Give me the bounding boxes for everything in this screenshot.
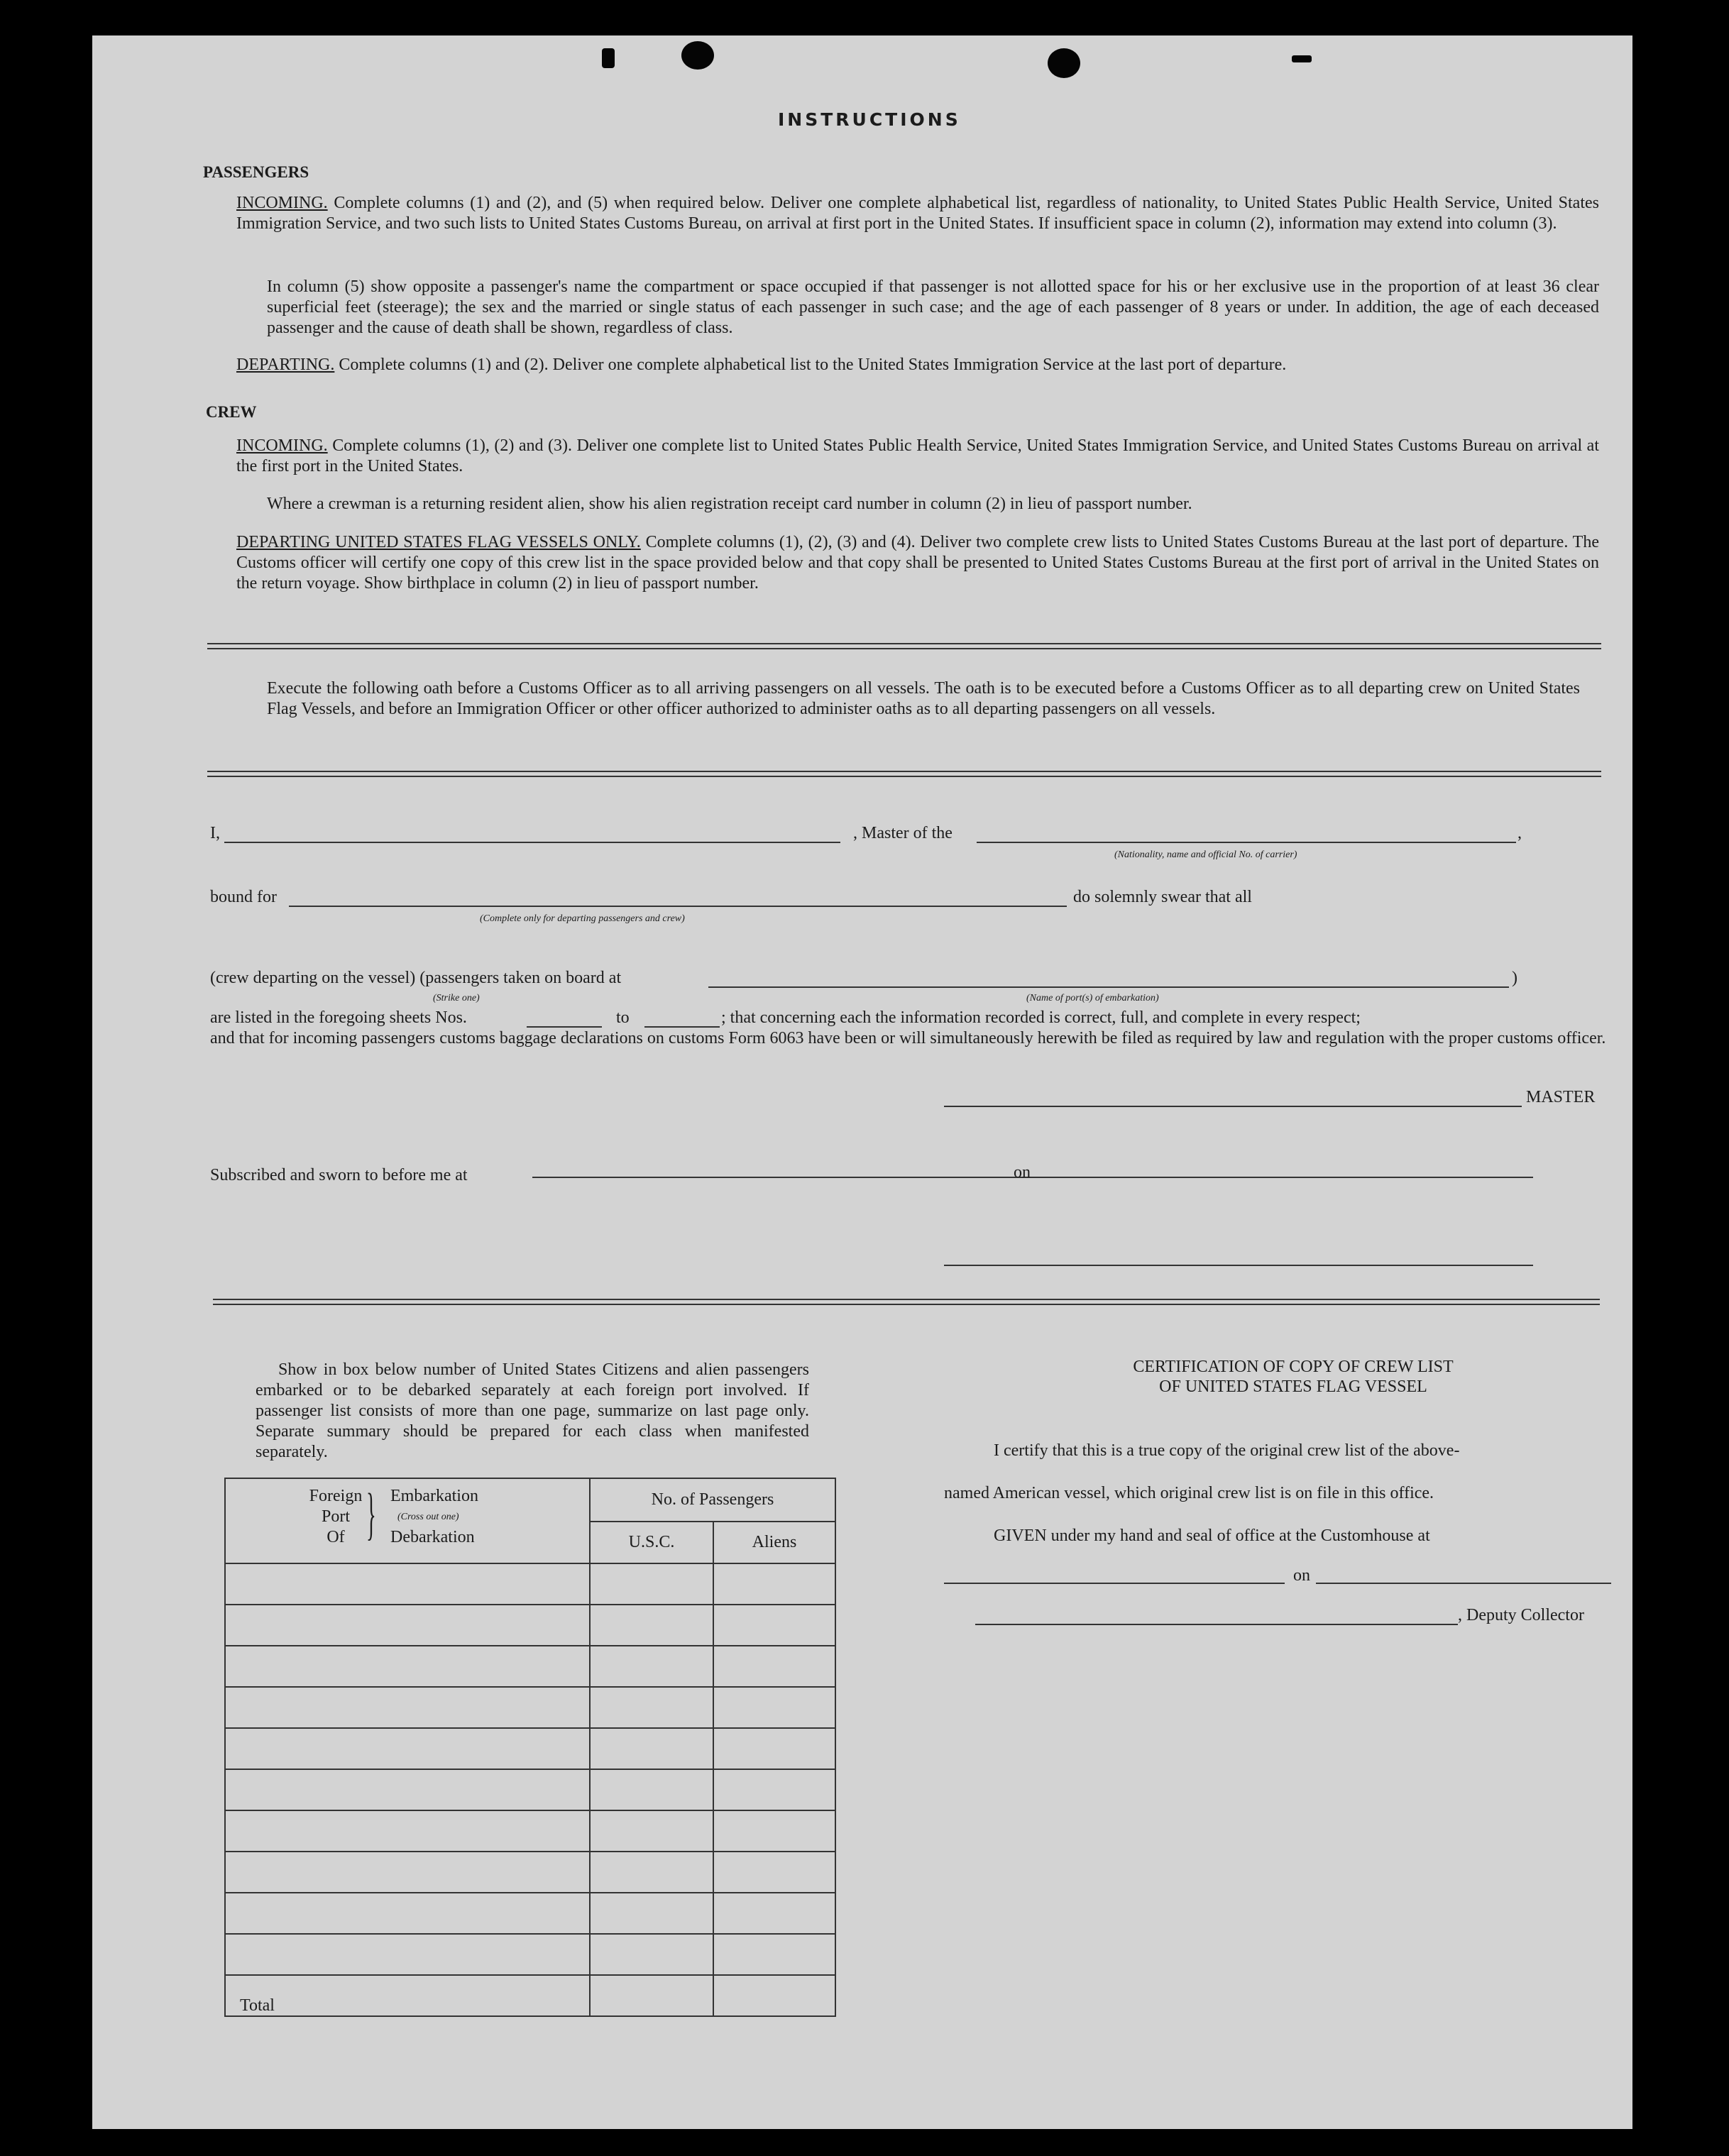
listed-line xyxy=(210,1008,467,1028)
table-row xyxy=(225,1810,835,1852)
passengers-heading: PASSENGERS xyxy=(203,163,309,181)
passengers-incoming-paragraph xyxy=(236,193,1599,234)
listed-rest-text: and that for incoming passengers customs baggage declarations on customs Form 6063 have been or will simultaneously herewith be filed as required by law and regulation with the proper customs officer. xyxy=(210,1029,1606,1047)
punch-hole xyxy=(681,41,714,70)
table-row xyxy=(225,1563,835,1605)
certify-line-1: I certify that this is a true copy of the original crew list of the above- xyxy=(994,1441,1460,1460)
carrier-note: (Nationality, name and official No. of carrier) xyxy=(1114,849,1297,860)
crew-departing-text: Complete columns (1), (2), (3) and (4). Deliver two complete crew lists to United States Customs Bureau at the last port of departure. The Customs officer will certify one copy of this crew list in the space provided below and that copy shall be presented to United States Customs Bureau at the first port of arrival in the United States on the return voyage. Show birthplace in column (2) in lieu of passport number. xyxy=(236,533,1599,593)
section-divider xyxy=(207,643,1601,649)
passengers-departing-paragraph xyxy=(236,355,1599,375)
oath-i: I, xyxy=(210,824,220,842)
crew-incoming-paragraph xyxy=(236,436,1599,477)
crewman-paragraph: Where a crewman is a returning resident alien, show his alien registration receipt card number in column (2) in lieu of passport number. xyxy=(267,495,1192,513)
section-divider xyxy=(207,771,1601,777)
deputy-collector-label: , Deputy Collector xyxy=(1458,1606,1584,1624)
crew-departing-label: (crew departing on the vessel) (passengers taken on board at xyxy=(210,969,622,987)
certification-date-field[interactable] xyxy=(1316,1583,1611,1584)
crew-heading: CREW xyxy=(206,403,257,421)
table-row xyxy=(225,1728,835,1769)
document-page: INSTRUCTIONS PASSENGERS INCOMING. Complete columns (1) and (2), and (5) when required below. Deliver one complete alphabetical list, regardless of nationality, to United States Public Health Service, United States Immigration Service, and two such lists to United States Customs Bureau, on arrival at first port in the United States. If insufficient space in column (2), information may extend into column (3). In column (5) show opposite a passenger's name the compartment or space occupied if that passenger is not allotted space for his or her exclusive use in the proportion of at least 36 clear superficial feet (steerage); the sex and the married or single status of each passenger in such case; and the age of each passenger of 8 years or under. In addition, the age of each deceased passenger and the cause of death shall be shown, regardless of class. DEPARTING. Complete columns (1) and (2). Deliver one complete alphabetical list to the United States Immigration Service at the last port of departure. CREW INCOMING. Complete columns (1), (2) and (3). Deliver one complete list to United States Public Health Service, United States Immigration Service, and United States Customs Bureau on arrival at the first port in the United States. Where a crewman is a returning resident alien, show his alien registration receipt card number in column (2) in lieu of passport number. DEPARTING UNITED STATES FLAG VESSELS ONLY. Complete columns (1), (2), (3) and (4). Deliver two complete crew lists to United States Customs Bureau at the last port of departure. The Customs officer will certify one copy of this crew list in the space provided below and that copy shall be presented to United States Customs Bureau at the first port of arrival in the United States on the return voyage. Show birthplace in column (2) in lieu of passport number. Execute the following oath before a Customs Officer as to all arriving passengers on all vessels. The oath is to be executed before a Customs Officer as to all departing crew on United States Flag Vessels, and before an Immigration Officer or other officer authorized to administer oaths as to all departing passengers on all vessels. I, , Master of the , (Nationality, name and official No. of carrier) bound for (Complete only for departing passengers and crew) do solemnly swear that all (crew departing on the vessel) (passengers taken on board at (Strike one) (Name of port(s) of embarkation) ) are listed in the foregoing sheets Nos. to ; that concerning each the information recorded is correct, full, and complete in every respect; and that for incoming passengers customs baggage declarations on customs Form 6063 have been or will simultaneously herewith be filed as required by law and regulation with the proper customs officer. MASTER Subscribed and sworn to before me at on Show in box below number of United States Citizens and alien passengers embarked or to be debarked separately at each foreign port involved. If passenger list consists of more than one page, summarize on last page only. Separate summary should be prepared for each class when manifested separately. Foreign Port Of } Embarkation (Cross out one) Debarkation No. of Passengers U.S.C. Aliens Total CERTIFICATION OF COPY OF CREW LIST OF UNITED STATES FLAG VESSEL I certify that this is a true copy of the original crew list of the above- named American vessel, which original crew list is on file in this office. GIVEN under my hand and seal of office at the Customhouse at on , Deputy Collector xyxy=(92,35,1632,2129)
departing-text: Complete columns (1) and (2). Deliver one complete alphabetical list to the United States Immigration Service at the last port of departure. xyxy=(339,356,1287,374)
table-row xyxy=(225,1687,835,1728)
table-row xyxy=(225,1934,835,1975)
certification-on-label: on xyxy=(1293,1566,1310,1585)
bound-note: (Complete only for departing passengers and crew) xyxy=(480,913,685,924)
incoming-label: INCOMING. xyxy=(236,194,328,212)
listed-sheets-label: are listed in the foregoing sheets Nos. xyxy=(210,1008,467,1027)
total-label: Total xyxy=(225,1975,590,2016)
summary-table xyxy=(224,1478,836,2017)
column5-paragraph: In column (5) show opposite a passenger's name the compartment or space occupied if that passenger is not allotted space for his or her exclusive use in the proportion of at least 36 clear superficial feet (steerage); the sex and the married or single status of each passenger in such case; and the age of each passenger of 8 years or under. In addition, the age of each deceased passenger and the cause of death shall be shown, regardless of class. xyxy=(267,277,1599,337)
total-row xyxy=(225,1975,835,2016)
carrier-field[interactable] xyxy=(977,842,1516,843)
crew-departing-paragraph xyxy=(236,532,1599,594)
num-passengers-header: No. of Passengers xyxy=(590,1478,835,1522)
table-row xyxy=(225,1769,835,1810)
usc-header: U.S.C. xyxy=(590,1522,713,1563)
sworn-on-label: on xyxy=(1014,1163,1031,1182)
officer-signature-field[interactable] xyxy=(944,1265,1533,1266)
table-row xyxy=(225,1893,835,1934)
given-text: GIVEN under my hand and seal of office at the Customhouse at xyxy=(994,1527,1430,1545)
departing-label: DEPARTING. xyxy=(236,356,335,374)
punch-hole xyxy=(1048,48,1080,78)
customhouse-field[interactable] xyxy=(944,1583,1285,1584)
ports-note: (Name of port(s) of embarkation) xyxy=(1026,993,1159,1003)
master-signature-field[interactable] xyxy=(944,1106,1522,1107)
incoming-text: Complete columns (1) and (2), and (5) when required below. Deliver one complete alphabetical list, regardless of nationality, to United States Public Health Service, United States Immigration Service, and two such lists to United States Customs Bureau, on arrival at first port in the United States. If insufficient space in column (2), information may extend into column (3). xyxy=(236,194,1599,233)
crew-incoming-text: Complete columns (1), (2) and (3). Deliver one complete list to United States Public Health Service, United States Immigration Service, and United States Customs Bureau on arrival at the first port in the United States. xyxy=(236,436,1599,475)
port-label: Foreign Port Of xyxy=(309,1487,363,1546)
table-row xyxy=(225,1646,835,1687)
table-row xyxy=(225,1605,835,1646)
close-paren: ) xyxy=(1512,969,1517,987)
sheet-to-label: to xyxy=(616,1008,630,1027)
certification-title-1: CERTIFICATION OF COPY OF CREW LIST xyxy=(1133,1358,1454,1376)
crew-incoming-label: INCOMING. xyxy=(236,436,328,455)
section-divider xyxy=(213,1299,1600,1305)
page-title: INSTRUCTIONS xyxy=(778,109,961,130)
sheet-from-field[interactable] xyxy=(527,1026,602,1028)
master-label: MASTER xyxy=(1526,1088,1596,1106)
listed-correct-text: ; that concerning each the information recorded is correct, full, and complete in every respect; xyxy=(721,1008,1361,1027)
port-header-cell xyxy=(225,1478,590,1563)
sworn-place-field[interactable] xyxy=(532,1177,1094,1178)
subscribed-label: Subscribed and sworn to before me at xyxy=(210,1166,468,1184)
bound-for-field[interactable] xyxy=(289,906,1067,907)
master-of-label: , Master of the xyxy=(853,824,953,842)
strike-one-note: (Strike one) xyxy=(433,993,480,1003)
sworn-date-field[interactable] xyxy=(1043,1177,1533,1178)
certify-line-2: named American vessel, which original crew list is on file in this office. xyxy=(944,1484,1434,1502)
sheet-to-field[interactable] xyxy=(644,1026,720,1028)
aliens-header: Aliens xyxy=(713,1522,835,1563)
master-name-field[interactable] xyxy=(224,842,840,843)
embark-debark: Embarkation (Cross out one) Debarkation xyxy=(390,1487,478,1546)
deputy-signature-field[interactable] xyxy=(975,1624,1458,1625)
brace-icon: } xyxy=(366,1481,376,1546)
oath-instructions: Execute the following oath before a Customs Officer as to all arriving passengers on all vessels. The oath is to be executed before a Customs Officer as to all departing crew on United States Flag Vessels, and before an Immigration Officer or other officer authorized to administer oaths as to all departing passengers on all vessels. xyxy=(267,679,1580,718)
certification-title-2: OF UNITED STATES FLAG VESSEL xyxy=(1159,1377,1427,1396)
crew-departing-label: DEPARTING UNITED STATES FLAG VESSELS ONLY. xyxy=(236,533,641,551)
swear-label: do solemnly swear that all xyxy=(1073,888,1252,906)
ink-mark xyxy=(1292,55,1312,62)
summary-instructions: Show in box below number of United States Citizens and alien passengers embarked or to be debarked separately at each foreign port involved. If passenger list consists of more than one page, summarize on last page only. Separate summary should be prepared for each class when manifested separately. xyxy=(256,1360,809,1461)
ink-mark xyxy=(602,48,615,68)
table-row xyxy=(225,1852,835,1893)
bound-for-label: bound for xyxy=(210,888,277,906)
